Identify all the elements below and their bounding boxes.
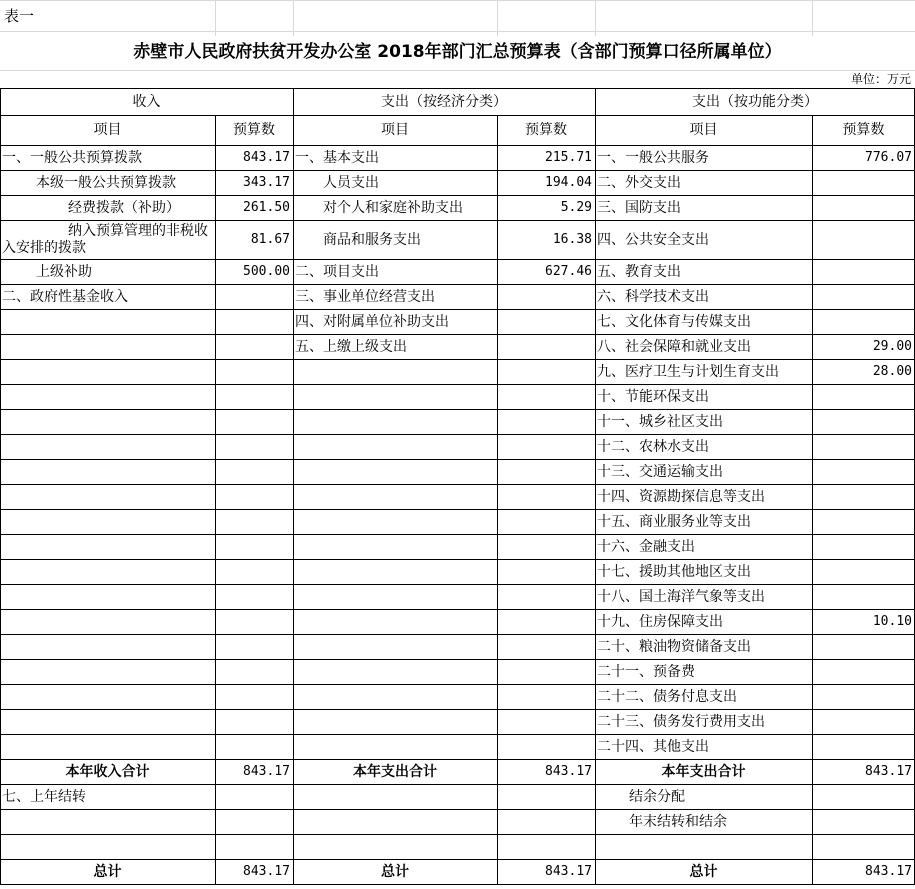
budget-value: 843.17 [243, 149, 290, 165]
grid-line [0, 734, 915, 735]
budget-value [497, 609, 595, 634]
item-label [293, 784, 497, 809]
grid-line [0, 220, 915, 221]
budget-value [215, 309, 293, 334]
column-header-item: 项目 [689, 122, 718, 138]
budget-value [812, 509, 915, 534]
budget-value [812, 634, 915, 659]
item-label [0, 634, 215, 659]
item-label [293, 734, 497, 759]
grid-line [0, 559, 915, 560]
item-label: 七、上年结转 [2, 788, 86, 805]
item-label: 二十二、债务付息支出 [597, 688, 737, 705]
grid-line [0, 88, 915, 89]
item-label [293, 359, 497, 384]
budget-value [215, 559, 293, 584]
item-label [0, 709, 215, 734]
grid-line [0, 509, 915, 510]
item-label [293, 484, 497, 509]
item-label [0, 509, 215, 534]
grand-total-label: 总计 [93, 863, 122, 880]
budget-value [812, 384, 915, 409]
item-label [293, 709, 497, 734]
budget-value [215, 834, 293, 859]
budget-value: 5.29 [560, 199, 592, 215]
budget-value [497, 634, 595, 659]
item-label: 经费拨款（补助） [68, 199, 180, 216]
column-header-item: 项目 [381, 122, 409, 138]
budget-value: 28.00 [872, 363, 912, 379]
item-label: 九、医疗卫生与计划生育支出 [597, 363, 779, 380]
item-label: 七、文化体育与传媒支出 [597, 313, 751, 330]
item-label [0, 459, 215, 484]
budget-value: 627.46 [545, 263, 592, 279]
grid-line [0, 634, 915, 635]
budget-value [497, 309, 595, 334]
grid-line [0, 809, 915, 810]
item-label: 十三、交通运输支出 [597, 463, 723, 480]
budget-value [497, 384, 595, 409]
item-label [293, 634, 497, 659]
budget-value [497, 809, 595, 834]
item-label: 十四、资源勘探信息等支出 [597, 488, 765, 505]
budget-value [215, 659, 293, 684]
item-label: 二、外交支出 [597, 174, 681, 191]
budget-value [215, 684, 293, 709]
item-label: 三、国防支出 [597, 199, 681, 216]
grid-line [0, 409, 915, 410]
item-label: 一、基本支出 [295, 149, 379, 166]
grid-line [0, 459, 915, 460]
item-label: 本级一般公共预算拨款 [36, 174, 176, 191]
budget-value [215, 509, 293, 534]
grid-line [0, 0, 915, 1]
budget-value [497, 584, 595, 609]
budget-value [497, 659, 595, 684]
item-label [293, 384, 497, 409]
item-label [0, 359, 215, 384]
budget-value [215, 634, 293, 659]
grid-line [0, 684, 915, 685]
item-label: 上级补助 [36, 263, 92, 280]
budget-value [812, 584, 915, 609]
grid-line [0, 70, 915, 71]
budget-value [497, 409, 595, 434]
grid-line [215, 115, 216, 884]
budget-value [497, 784, 595, 809]
grid-line [0, 759, 915, 760]
grid-line [0, 259, 915, 260]
item-label [0, 409, 215, 434]
grid-line [0, 359, 915, 360]
budget-value [812, 684, 915, 709]
item-label [293, 834, 497, 859]
grid-line [0, 534, 915, 535]
grid-line [0, 88, 1, 884]
item-label [0, 659, 215, 684]
grid-line [812, 115, 813, 884]
grid-line [0, 309, 915, 310]
grid-line [0, 884, 915, 885]
item-label: 二十一、预备费 [597, 663, 695, 680]
item-label [293, 659, 497, 684]
grid-line [0, 484, 915, 485]
grid-line [497, 115, 498, 884]
budget-value [497, 734, 595, 759]
budget-value [215, 434, 293, 459]
total-value: 843.17 [545, 763, 592, 779]
item-label [595, 834, 812, 859]
budget-value [497, 359, 595, 384]
section-expense-func: 支出（按功能分类） [692, 93, 818, 110]
budget-value [812, 409, 915, 434]
budget-value [215, 334, 293, 359]
item-label [0, 609, 215, 634]
grand-total-value: 843.17 [545, 863, 592, 879]
column-header-budget: 预算数 [525, 122, 567, 138]
item-label: 十二、农林水支出 [597, 438, 709, 455]
grid-line [0, 659, 915, 660]
item-label: 十、节能环保支出 [597, 388, 709, 405]
grand-total-value: 843.17 [243, 863, 290, 879]
budget-value [812, 784, 915, 809]
budget-value [215, 534, 293, 559]
grid-line [0, 584, 915, 585]
item-label: 四、对附属单位补助支出 [295, 313, 449, 330]
item-label: 十七、援助其他地区支出 [597, 563, 751, 580]
item-label [0, 559, 215, 584]
item-label: 对个人和家庭补助支出 [323, 199, 463, 216]
grid-line [0, 31, 915, 32]
budget-value [812, 534, 915, 559]
budget-value [215, 809, 293, 834]
item-label: 纳入预算管理的非税收入安排的拨款 [2, 222, 208, 256]
grid-line [0, 334, 915, 335]
item-label [0, 584, 215, 609]
item-label [0, 534, 215, 559]
budget-value: 16.38 [552, 231, 592, 247]
total-value: 843.17 [243, 763, 290, 779]
budget-value [497, 334, 595, 359]
item-label [293, 409, 497, 434]
grid-line [0, 434, 915, 435]
item-label [0, 309, 215, 334]
item-label: 二、项目支出 [295, 263, 379, 280]
item-label: 二十三、债务发行费用支出 [597, 713, 765, 730]
grid-line [0, 115, 915, 116]
budget-value: 500.00 [243, 263, 290, 279]
item-label [293, 584, 497, 609]
item-label [293, 509, 497, 534]
budget-value [215, 284, 293, 309]
item-label [0, 734, 215, 759]
grid-line [0, 145, 915, 146]
budget-value [497, 709, 595, 734]
budget-value [497, 459, 595, 484]
budget-value: 215.71 [545, 149, 592, 165]
item-label [0, 434, 215, 459]
table-label: 表一 [4, 7, 35, 25]
item-label: 二、政府性基金收入 [2, 288, 128, 305]
item-label: 五、教育支出 [597, 263, 681, 280]
grid-line [0, 609, 915, 610]
item-label: 人员支出 [323, 174, 379, 191]
section-income: 收入 [132, 93, 161, 110]
budget-value [215, 784, 293, 809]
budget-value [812, 734, 915, 759]
total-label: 本年收入合计 [65, 763, 150, 780]
budget-value [215, 409, 293, 434]
budget-value [812, 220, 915, 259]
budget-value: 29.00 [872, 338, 912, 354]
grid-line [0, 859, 915, 860]
grand-total-value: 843.17 [865, 863, 912, 879]
grid-line [215, 0, 216, 36]
item-label: 八、社会保障和就业支出 [597, 338, 751, 355]
item-label [293, 459, 497, 484]
budget-value [497, 484, 595, 509]
budget-value: 343.17 [243, 174, 290, 190]
item-label: 五、上缴上级支出 [295, 338, 407, 355]
budget-value [215, 384, 293, 409]
budget-value [812, 259, 915, 284]
item-label: 十五、商业服务业等支出 [597, 513, 751, 530]
item-label: 十九、住房保障支出 [597, 613, 723, 630]
grid-line [0, 170, 915, 171]
item-label: 年末结转和结余 [629, 813, 727, 830]
budget-value [812, 459, 915, 484]
item-label [293, 684, 497, 709]
item-label [293, 559, 497, 584]
item-label: 二十、粮油物资储备支出 [597, 638, 751, 655]
budget-value [812, 170, 915, 195]
section-expense-econ: 支出（按经济分类） [381, 93, 507, 110]
budget-value: 10.10 [872, 613, 912, 629]
unit-label: 单位：万元 [850, 72, 911, 86]
budget-value [812, 284, 915, 309]
grid-line [293, 88, 294, 884]
grid-line [0, 834, 915, 835]
grid-line [0, 384, 915, 385]
budget-value [497, 534, 595, 559]
budget-value [215, 359, 293, 384]
column-header-budget: 预算数 [233, 122, 275, 138]
grid-line [293, 0, 294, 36]
item-label [293, 609, 497, 634]
item-label: 十六、金融支出 [597, 538, 695, 555]
budget-value [215, 734, 293, 759]
grid-line [0, 784, 915, 785]
budget-value: 194.04 [545, 174, 592, 190]
item-label: 商品和服务支出 [323, 231, 421, 248]
item-label: 四、公共安全支出 [597, 231, 709, 248]
budget-value: 776.07 [865, 149, 912, 165]
budget-value [215, 709, 293, 734]
page-title: 赤壁市人民政府扶贫开发办公室 2018年部门汇总预算表（含部门预算口径所属单位） [133, 42, 782, 62]
item-label: 一、一般公共服务 [597, 149, 709, 166]
total-label: 本年支出合计 [661, 763, 746, 780]
grid-line [0, 709, 915, 710]
budget-value [497, 509, 595, 534]
item-label [0, 684, 215, 709]
item-label [0, 334, 215, 359]
grand-total-label: 总计 [381, 863, 409, 880]
grid-line [0, 195, 915, 196]
budget-value [497, 559, 595, 584]
column-header-budget: 预算数 [842, 122, 885, 138]
budget-value [812, 709, 915, 734]
budget-value [812, 834, 915, 859]
item-label: 六、科学技术支出 [597, 288, 709, 305]
budget-value [497, 284, 595, 309]
item-label [0, 834, 215, 859]
item-label [0, 484, 215, 509]
item-label [0, 384, 215, 409]
budget-value [812, 809, 915, 834]
total-value: 843.17 [865, 763, 912, 779]
budget-value [812, 309, 915, 334]
item-label: 结余分配 [629, 788, 685, 805]
grid-line [812, 0, 813, 36]
grid-line [595, 88, 596, 884]
item-label: 一、一般公共预算拨款 [2, 149, 142, 166]
item-label [0, 809, 215, 834]
item-label: 三、事业单位经营支出 [295, 288, 435, 305]
item-label [293, 809, 497, 834]
budget-value: 261.50 [243, 199, 290, 215]
grid-line [595, 0, 596, 36]
total-label: 本年支出合计 [353, 763, 437, 780]
item-label: 十一、城乡社区支出 [597, 413, 723, 430]
item-label [293, 434, 497, 459]
item-label: 二十四、其他支出 [597, 738, 709, 755]
grid-line [0, 284, 915, 285]
budget-value: 81.67 [250, 231, 290, 247]
budget-value [497, 434, 595, 459]
item-label [293, 534, 497, 559]
budget-value [497, 834, 595, 859]
budget-value [215, 459, 293, 484]
budget-value [215, 484, 293, 509]
budget-value [812, 434, 915, 459]
budget-value [812, 195, 915, 220]
column-header-item: 项目 [93, 122, 122, 138]
budget-value [215, 609, 293, 634]
budget-value [812, 559, 915, 584]
budget-value [497, 684, 595, 709]
grand-total-label: 总计 [689, 863, 718, 880]
item-label: 十八、国土海洋气象等支出 [597, 588, 765, 605]
budget-value [215, 584, 293, 609]
budget-value [812, 484, 915, 509]
grid-line [497, 0, 498, 36]
budget-value [812, 659, 915, 684]
